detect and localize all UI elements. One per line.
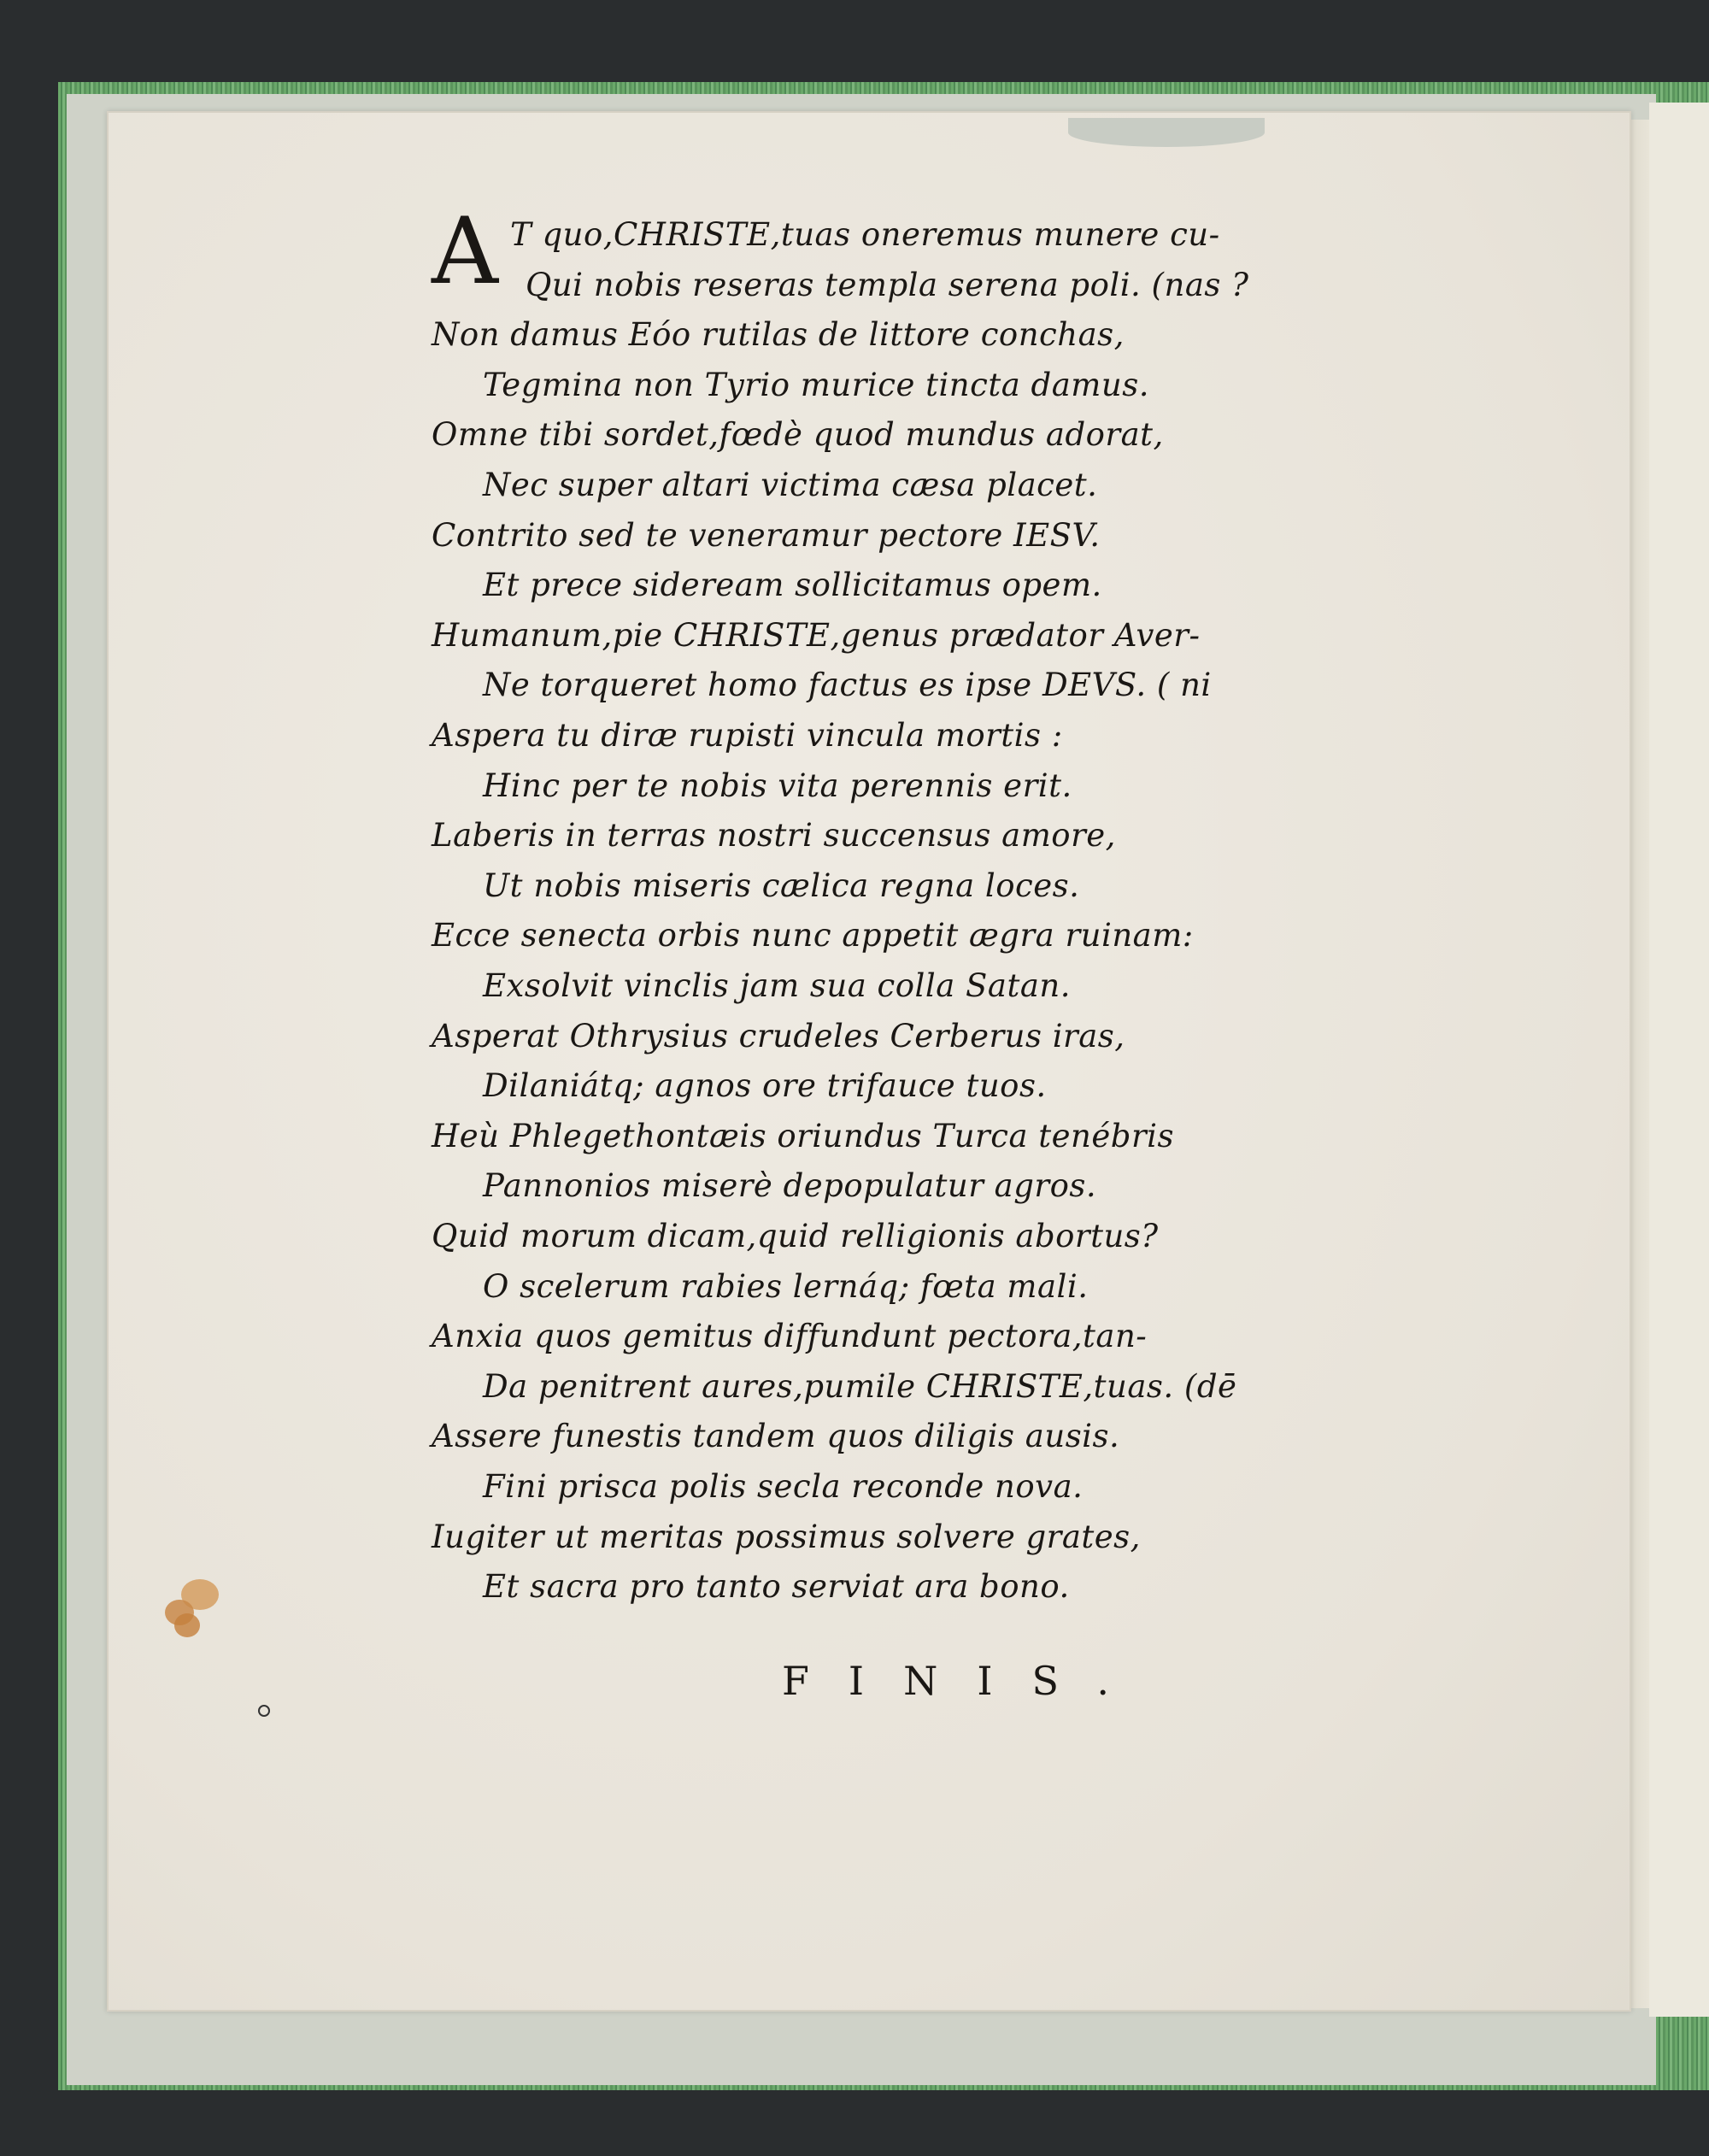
poem-line: Quid morum dicam,quid relligionis abortus? — [432, 1218, 1159, 1254]
poem-line: Nec super altari victima cæsa placet. — [483, 467, 1098, 503]
poem-line: Ne torqueret homo factus es ipse DEVS. ( ni — [483, 667, 1212, 704]
finis-label: FINIS. — [782, 1658, 1149, 1704]
poem-line: Omne tibi sordet,fœdè quod mundus adorat, — [432, 416, 1164, 454]
poem-line: Et sacra pro tanto serviat ara bono. — [483, 1568, 1070, 1606]
poem-line: Pannonios miserè depopulatur agros. — [483, 1167, 1097, 1205]
poem-line: Non damus Eóo rutilas de littore conchas, — [432, 316, 1125, 354]
poem-line: Hinc per te nobis vita perennis erit. — [483, 767, 1072, 804]
poem-line: Da penitrent aures,pumile CHRISTE,tuas. (dē — [483, 1367, 1237, 1405]
poem-line: Fini prisca polis secla reconde nova. — [483, 1468, 1084, 1505]
poem-line: Exsolvit vinclis jam sua colla Satan. — [483, 967, 1071, 1004]
paper-speck — [258, 1705, 270, 1717]
poem-line: Asperat Othrysius crudeles Cerberus iras, — [432, 1017, 1125, 1055]
poem-line: Qui nobis reseras templa serena poli. (nas ? — [526, 266, 1249, 303]
poem-line: O scelerum rabies lernáq; fœta mali. — [483, 1267, 1089, 1305]
poem-line: Tegmina non Tyrio murice tincta damus. — [483, 366, 1149, 403]
drop-cap: A — [432, 198, 499, 305]
ink-stain — [174, 1613, 200, 1637]
poem-line: Laberis in terras nostri succensus amore, — [432, 817, 1116, 855]
poem-line: Et prece sideream sollicitamus opem. — [483, 567, 1102, 604]
facing-page — [1649, 103, 1709, 2017]
poem-line: Ut nobis miseris cælica regna loces. — [483, 867, 1080, 904]
poem-line: Ecce senecta orbis nunc appetit ægra ruinam: — [432, 917, 1194, 955]
poem-line: Dilaniátq; agnos ore trifauce tuos. — [483, 1067, 1047, 1105]
poem-line: Anxia quos gemitus diffundunt pectora,tan- — [432, 1318, 1148, 1355]
poem-line: T quo,CHRISTE,tuas oneremus munere cu- — [510, 216, 1220, 253]
poem-line: Aspera tu diræ rupisti vincula mortis : — [432, 717, 1063, 754]
poem-line: Assere funestis tandem quos diligis ausis. — [432, 1418, 1120, 1455]
poem-line: Heù Phlegethontæis oriundus Turca tenébris — [432, 1117, 1174, 1154]
poem-line: Humanum,pie CHRISTE,genus prædator Aver- — [432, 616, 1201, 654]
page-tear — [1068, 118, 1265, 147]
poem-line: Contrito sed te veneramur pectore IESV. — [432, 516, 1101, 554]
poem-line: Iugiter ut meritas possimus solvere grates, — [432, 1518, 1141, 1555]
